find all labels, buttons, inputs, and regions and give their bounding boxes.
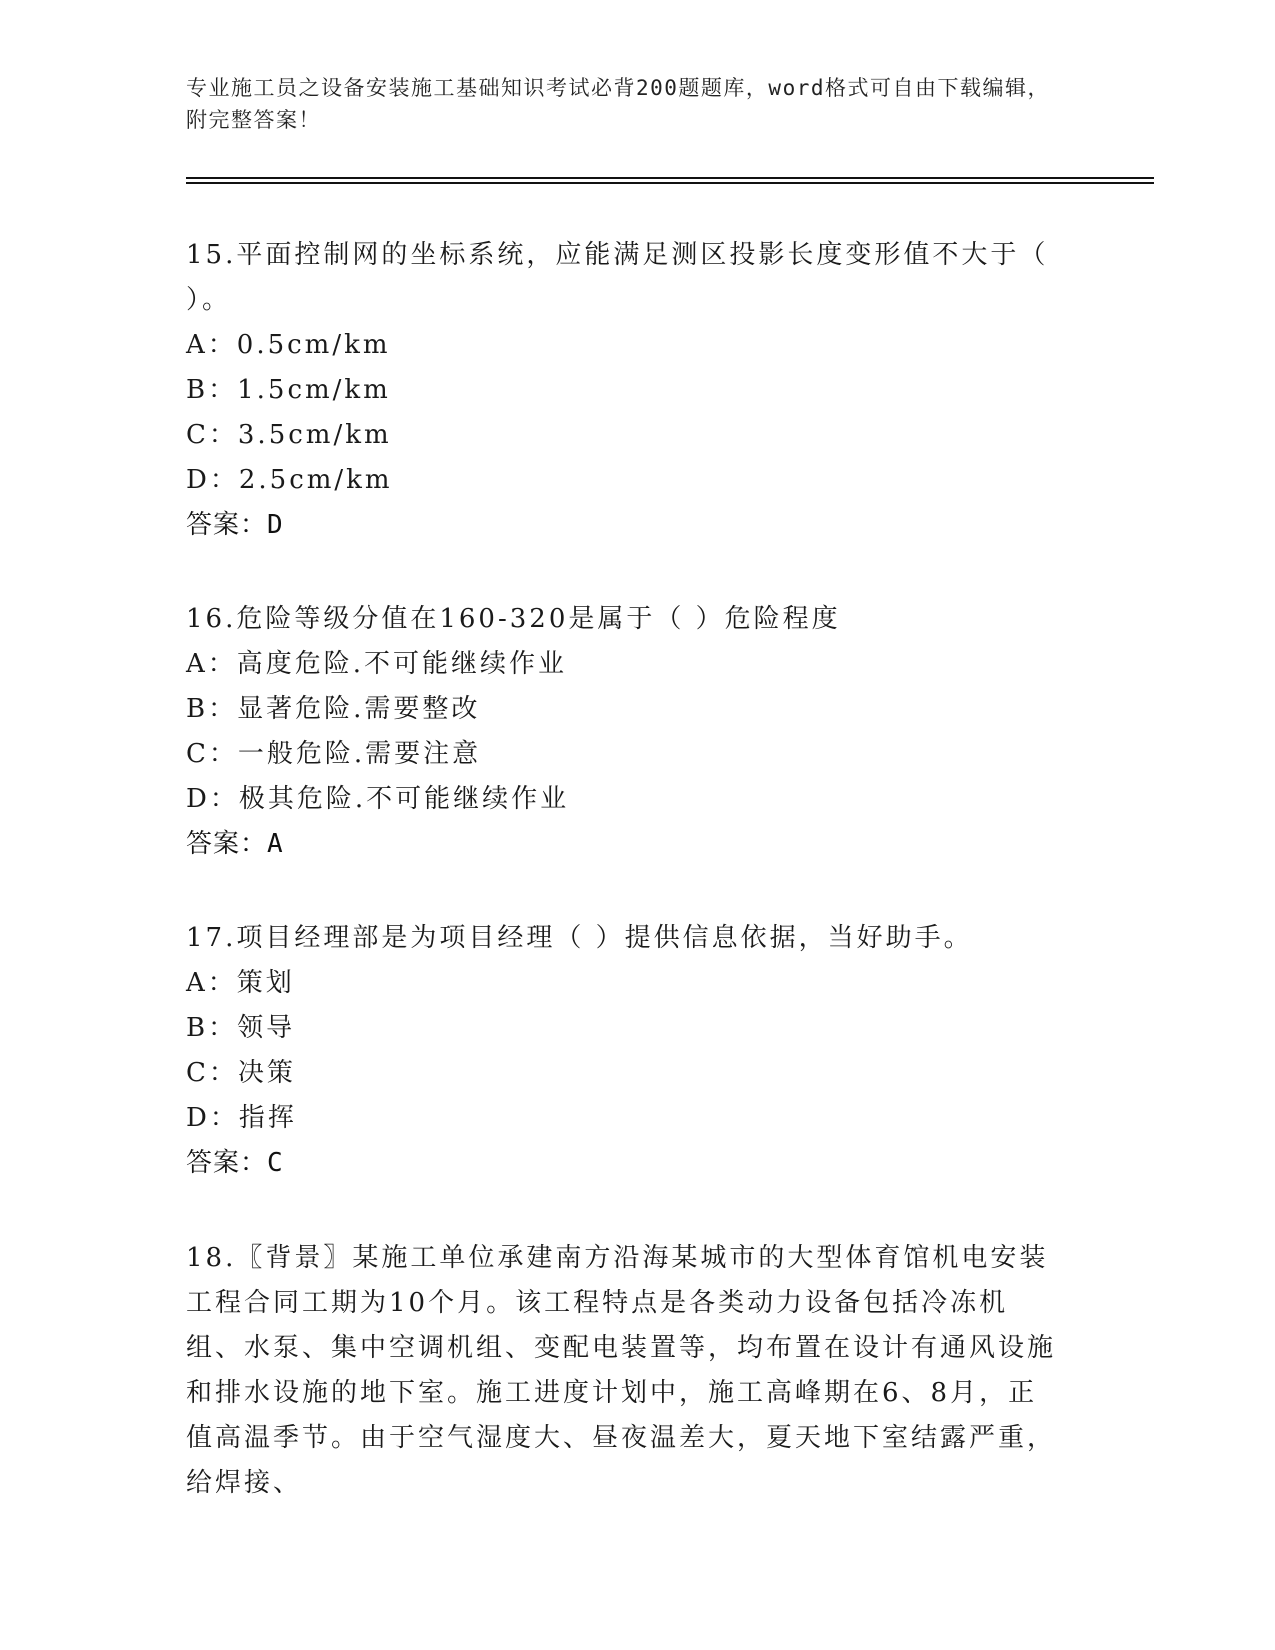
option-b: B：显著危险.需要整改: [186, 694, 481, 724]
option-c: C：决策: [186, 1058, 296, 1088]
question-16: [186, 597, 1066, 867]
question-text: 15.平面控制网的坐标系统，应能满足测区投影长度变形值不大于（ ）。: [186, 240, 1049, 315]
answer-label: 答案：A: [186, 829, 284, 859]
question-text: 17.项目经理部是为项目经理（ ）提供信息依据，当好助手。: [186, 923, 973, 953]
question-text: 18.〖背景〗某施工单位承建南方沿海某城市的大型体育馆机电安装工程合同工期为10个月。该工程特点是各类动力设备包括冷冻机组、水泵、集中空调机组、变配电装置等，均布置在设计有通风设施和排水设施的地下室。施工进度计划中，施工高峰期在6、8月，正值高温季节。由于空气湿度大、昼夜温差大，夏天地下室结露严重，给焊接、: [186, 1243, 1057, 1498]
option-a: A：高度危险.不可能继续作业: [186, 649, 568, 679]
option-c: C：一般危险.需要注意: [186, 739, 482, 769]
question-18: [186, 1236, 1066, 1506]
option-b: B：1.5cm/km: [186, 375, 391, 405]
answer-label: 答案：C: [186, 1148, 284, 1178]
question-text: 16.危险等级分值在160-320是属于（ ）危险程度: [186, 604, 841, 634]
question-15: [186, 233, 1066, 548]
answer-label: 答案：D: [186, 510, 284, 540]
option-a: A：0.5cm/km: [186, 330, 391, 360]
document-header-title: 专业施工员之设备安装施工基础知识考试必背200题题库，word格式可自由下载编辑，附完整答案！: [186, 76, 1050, 132]
option-b: B：领导: [186, 1013, 296, 1043]
option-c: C：3.5cm/km: [186, 420, 392, 450]
header-divider-top: [186, 177, 1154, 179]
option-d: D：指挥: [186, 1103, 297, 1133]
option-d: D：2.5cm/km: [186, 465, 393, 495]
option-a: A：策划: [186, 968, 295, 998]
option-d: D：极其危险.不可能继续作业: [186, 784, 570, 814]
question-17: [186, 916, 1066, 1186]
header-divider-bottom: [186, 182, 1154, 184]
